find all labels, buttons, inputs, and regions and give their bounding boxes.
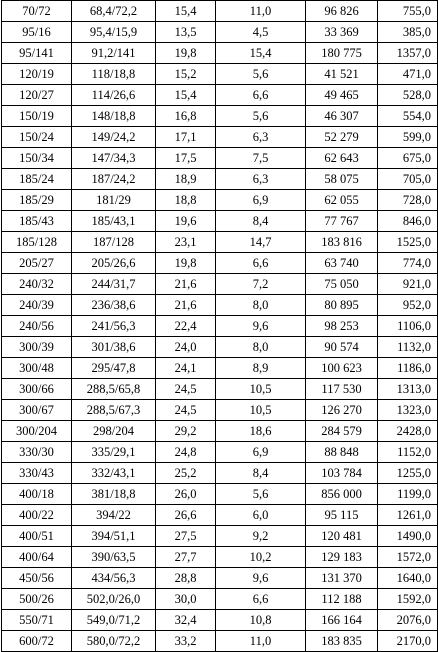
cell-diameter: 26,0: [156, 484, 216, 505]
cell-breaking-load: 112 188: [306, 589, 378, 610]
cell-mass: 1255,0: [378, 463, 438, 484]
table-row: [2, 22, 438, 43]
cell-breaking-load: 63 740: [306, 253, 378, 274]
cell-section: 147/34,3: [72, 148, 156, 169]
table-row: [2, 253, 438, 274]
cell-mass: 1357,0: [378, 43, 438, 64]
cell-mass: 1152,0: [378, 442, 438, 463]
cell-designation: 500/26: [2, 589, 72, 610]
cell-breaking-load: 98 253: [306, 316, 378, 337]
cell-diameter: 24,5: [156, 400, 216, 421]
cell-mass: 1592,0: [378, 589, 438, 610]
cell-core-diameter: 9,2: [216, 526, 306, 547]
cell-breaking-load: 131 370: [306, 568, 378, 589]
cell-core-diameter: 18,6: [216, 421, 306, 442]
cell-diameter: 24,1: [156, 358, 216, 379]
cell-designation: 150/34: [2, 148, 72, 169]
cell-core-diameter: 6,6: [216, 85, 306, 106]
cell-mass: 528,0: [378, 85, 438, 106]
cell-mass: 1261,0: [378, 505, 438, 526]
cell-breaking-load: 126 270: [306, 400, 378, 421]
table-row: [2, 148, 438, 169]
cell-section: 288,5/65,8: [72, 379, 156, 400]
cell-section: 236/38,6: [72, 295, 156, 316]
cell-core-diameter: 10,2: [216, 547, 306, 568]
cell-designation: 450/56: [2, 568, 72, 589]
table-row: [2, 484, 438, 505]
cell-designation: 120/19: [2, 64, 72, 85]
cell-core-diameter: 4,5: [216, 22, 306, 43]
cell-mass: 1199,0: [378, 484, 438, 505]
cell-core-diameter: 10,5: [216, 379, 306, 400]
cell-designation: 240/39: [2, 295, 72, 316]
cell-breaking-load: 90 574: [306, 337, 378, 358]
cell-breaking-load: 183 816: [306, 232, 378, 253]
cell-designation: 300/39: [2, 337, 72, 358]
table-body: [2, 1, 438, 652]
cell-designation: 185/24: [2, 169, 72, 190]
table-row: [2, 400, 438, 421]
cell-diameter: 16,8: [156, 106, 216, 127]
table-row: [2, 64, 438, 85]
table-row: [2, 358, 438, 379]
cell-core-diameter: 6,0: [216, 505, 306, 526]
table-row: [2, 568, 438, 589]
cell-section: 244/31,7: [72, 274, 156, 295]
table-row: [2, 526, 438, 547]
table-row: [2, 106, 438, 127]
table-row: [2, 232, 438, 253]
cell-mass: 675,0: [378, 148, 438, 169]
cell-section: 114/26,6: [72, 85, 156, 106]
table-row: [2, 211, 438, 232]
cell-section: 332/43,1: [72, 463, 156, 484]
cell-core-diameter: 8,4: [216, 211, 306, 232]
cell-designation: 150/24: [2, 127, 72, 148]
cell-designation: 70/72: [2, 1, 72, 22]
table-row: [2, 190, 438, 211]
cell-core-diameter: 8,4: [216, 463, 306, 484]
cell-breaking-load: 120 481: [306, 526, 378, 547]
cell-mass: 921,0: [378, 274, 438, 295]
table-row: [2, 169, 438, 190]
cell-mass: 2428,0: [378, 421, 438, 442]
cell-designation: 600/72: [2, 631, 72, 652]
cell-designation: 400/64: [2, 547, 72, 568]
cell-breaking-load: 52 279: [306, 127, 378, 148]
cell-section: 68,4/72,2: [72, 1, 156, 22]
cell-designation: 330/43: [2, 463, 72, 484]
cell-section: 580,0/72,2: [72, 631, 156, 652]
cell-designation: 205/27: [2, 253, 72, 274]
cell-diameter: 19,8: [156, 253, 216, 274]
cell-section: 390/63,5: [72, 547, 156, 568]
cell-designation: 185/43: [2, 211, 72, 232]
cell-mass: 755,0: [378, 1, 438, 22]
cell-breaking-load: 62 055: [306, 190, 378, 211]
cell-designation: 300/204: [2, 421, 72, 442]
cell-diameter: 13,5: [156, 22, 216, 43]
cell-section: 181/29: [72, 190, 156, 211]
cell-diameter: 32,4: [156, 610, 216, 631]
cell-mass: 1313,0: [378, 379, 438, 400]
cell-section: 295/47,8: [72, 358, 156, 379]
cell-designation: 185/29: [2, 190, 72, 211]
cell-mass: 2076,0: [378, 610, 438, 631]
cell-section: 394/22: [72, 505, 156, 526]
cell-breaking-load: 166 164: [306, 610, 378, 631]
cell-diameter: 15,4: [156, 1, 216, 22]
cell-diameter: 28,8: [156, 568, 216, 589]
cell-diameter: 15,4: [156, 85, 216, 106]
cell-section: 335/29,1: [72, 442, 156, 463]
cell-diameter: 17,5: [156, 148, 216, 169]
cell-designation: 95/16: [2, 22, 72, 43]
cell-core-diameter: 9,6: [216, 316, 306, 337]
cell-breaking-load: 117 530: [306, 379, 378, 400]
cell-core-diameter: 5,6: [216, 106, 306, 127]
cell-mass: 705,0: [378, 169, 438, 190]
table-row: [2, 85, 438, 106]
cell-section: 288,5/67,3: [72, 400, 156, 421]
table-row: [2, 442, 438, 463]
cell-section: 394/51,1: [72, 526, 156, 547]
table-row: [2, 379, 438, 400]
cell-core-diameter: 5,6: [216, 484, 306, 505]
cell-section: 149/24,2: [72, 127, 156, 148]
cell-section: 381/18,8: [72, 484, 156, 505]
cell-core-diameter: 10,5: [216, 400, 306, 421]
cell-diameter: 21,6: [156, 274, 216, 295]
cell-breaking-load: 96 826: [306, 1, 378, 22]
cell-core-diameter: 5,6: [216, 64, 306, 85]
cell-core-diameter: 6,3: [216, 127, 306, 148]
cell-breaking-load: 62 643: [306, 148, 378, 169]
cell-diameter: 15,2: [156, 64, 216, 85]
cell-core-diameter: 15,4: [216, 43, 306, 64]
cell-mass: 774,0: [378, 253, 438, 274]
cell-breaking-load: 75 050: [306, 274, 378, 295]
cell-diameter: 19,8: [156, 43, 216, 64]
cell-mass: 471,0: [378, 64, 438, 85]
table-row: [2, 631, 438, 652]
cell-core-diameter: 11,0: [216, 631, 306, 652]
cell-designation: 95/141: [2, 43, 72, 64]
table-row: [2, 421, 438, 442]
cell-mass: 1490,0: [378, 526, 438, 547]
cell-mass: 554,0: [378, 106, 438, 127]
cell-section: 502,0/26,0: [72, 589, 156, 610]
table-row: [2, 463, 438, 484]
cell-breaking-load: 33 369: [306, 22, 378, 43]
table-row: [2, 505, 438, 526]
cell-section: 298/204: [72, 421, 156, 442]
cell-diameter: 18,8: [156, 190, 216, 211]
table-row: [2, 610, 438, 631]
cell-breaking-load: 88 848: [306, 442, 378, 463]
cell-breaking-load: 77 767: [306, 211, 378, 232]
cell-breaking-load: 41 521: [306, 64, 378, 85]
cell-section: 241/56,3: [72, 316, 156, 337]
cell-designation: 240/56: [2, 316, 72, 337]
cell-section: 185/43,1: [72, 211, 156, 232]
cell-designation: 300/67: [2, 400, 72, 421]
cell-core-diameter: 7,2: [216, 274, 306, 295]
table-row: [2, 43, 438, 64]
cell-mass: 1525,0: [378, 232, 438, 253]
cell-section: 187/128: [72, 232, 156, 253]
cell-diameter: 21,6: [156, 295, 216, 316]
cell-breaking-load: 95 115: [306, 505, 378, 526]
cell-mass: 1186,0: [378, 358, 438, 379]
cell-core-diameter: 6,9: [216, 190, 306, 211]
cell-breaking-load: 100 623: [306, 358, 378, 379]
cell-section: 91,2/141: [72, 43, 156, 64]
cell-mass: 599,0: [378, 127, 438, 148]
cell-mass: 1132,0: [378, 337, 438, 358]
cell-designation: 550/71: [2, 610, 72, 631]
cell-breaking-load: 103 784: [306, 463, 378, 484]
cell-section: 95,4/15,9: [72, 22, 156, 43]
cell-designation: 150/19: [2, 106, 72, 127]
cell-core-diameter: 9,6: [216, 568, 306, 589]
cell-mass: 385,0: [378, 22, 438, 43]
cell-section: 301/38,6: [72, 337, 156, 358]
cell-designation: 400/51: [2, 526, 72, 547]
table-row: [2, 337, 438, 358]
cell-designation: 400/18: [2, 484, 72, 505]
cell-core-diameter: 6,9: [216, 442, 306, 463]
cell-section: 434/56,3: [72, 568, 156, 589]
cell-diameter: 24,0: [156, 337, 216, 358]
cell-core-diameter: 6,6: [216, 589, 306, 610]
cell-section: 549,0/71,2: [72, 610, 156, 631]
cell-designation: 300/48: [2, 358, 72, 379]
cell-diameter: 26,6: [156, 505, 216, 526]
cell-diameter: 33,2: [156, 631, 216, 652]
cell-diameter: 18,9: [156, 169, 216, 190]
cell-diameter: 24,8: [156, 442, 216, 463]
cell-breaking-load: 284 579: [306, 421, 378, 442]
cell-designation: 400/22: [2, 505, 72, 526]
cell-diameter: 22,4: [156, 316, 216, 337]
table-row: [2, 274, 438, 295]
table-row: [2, 127, 438, 148]
cell-mass: 728,0: [378, 190, 438, 211]
table-row: [2, 316, 438, 337]
cell-mass: 1640,0: [378, 568, 438, 589]
cell-diameter: 27,7: [156, 547, 216, 568]
table-row: [2, 547, 438, 568]
cell-diameter: 17,1: [156, 127, 216, 148]
cell-section: 205/26,6: [72, 253, 156, 274]
cell-mass: 846,0: [378, 211, 438, 232]
cell-core-diameter: 10,8: [216, 610, 306, 631]
cell-section: 118/18,8: [72, 64, 156, 85]
cell-breaking-load: 856 000: [306, 484, 378, 505]
cell-core-diameter: 8,9: [216, 358, 306, 379]
cell-diameter: 29,2: [156, 421, 216, 442]
cell-designation: 300/66: [2, 379, 72, 400]
cell-diameter: 19,6: [156, 211, 216, 232]
cell-designation: 240/32: [2, 274, 72, 295]
cell-core-diameter: 11,0: [216, 1, 306, 22]
table-row: [2, 295, 438, 316]
cell-diameter: 24,5: [156, 379, 216, 400]
cell-diameter: 23,1: [156, 232, 216, 253]
cell-breaking-load: 46 307: [306, 106, 378, 127]
cell-mass: 2170,0: [378, 631, 438, 652]
table-row: [2, 589, 438, 610]
cell-breaking-load: 180 775: [306, 43, 378, 64]
cell-core-diameter: 8,0: [216, 337, 306, 358]
cell-designation: 120/27: [2, 85, 72, 106]
cell-breaking-load: 80 895: [306, 295, 378, 316]
cell-section: 187/24,2: [72, 169, 156, 190]
cell-core-diameter: 6,6: [216, 253, 306, 274]
cell-core-diameter: 7,5: [216, 148, 306, 169]
cell-diameter: 27,5: [156, 526, 216, 547]
cell-breaking-load: 183 835: [306, 631, 378, 652]
cell-mass: 952,0: [378, 295, 438, 316]
cell-core-diameter: 8,0: [216, 295, 306, 316]
cell-mass: 1323,0: [378, 400, 438, 421]
cell-designation: 330/30: [2, 442, 72, 463]
table-row: [2, 1, 438, 22]
cell-section: 148/18,8: [72, 106, 156, 127]
cell-designation: 185/128: [2, 232, 72, 253]
cell-mass: 1572,0: [378, 547, 438, 568]
cell-diameter: 30,0: [156, 589, 216, 610]
cell-breaking-load: 58 075: [306, 169, 378, 190]
cell-core-diameter: 6,3: [216, 169, 306, 190]
cell-diameter: 25,2: [156, 463, 216, 484]
data-table: [1, 0, 438, 652]
cell-core-diameter: 14,7: [216, 232, 306, 253]
cell-breaking-load: 49 465: [306, 85, 378, 106]
cell-mass: 1106,0: [378, 316, 438, 337]
cell-breaking-load: 129 183: [306, 547, 378, 568]
